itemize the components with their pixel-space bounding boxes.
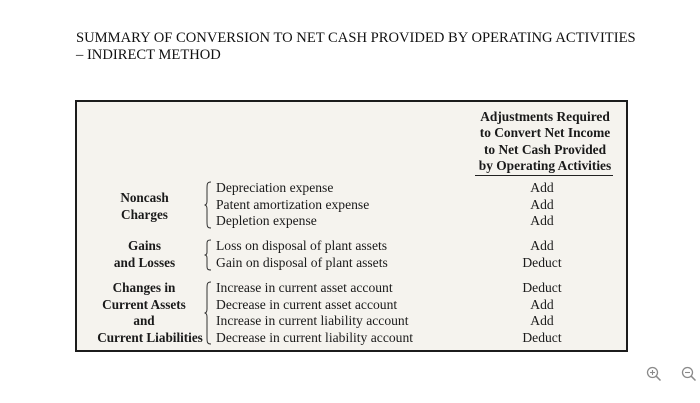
adjustment-value: Add bbox=[530, 313, 554, 329]
header-line: by Operating Activities bbox=[478, 157, 612, 173]
adjustment-list bbox=[497, 280, 587, 346]
list-item: Gain on disposal of plant assets bbox=[216, 254, 388, 270]
list-item: Patent amortization expense bbox=[216, 196, 370, 212]
list-item: Decrease in current asset account bbox=[216, 296, 398, 312]
group-label-line: Gains bbox=[128, 238, 161, 253]
group-label-line: and bbox=[133, 313, 155, 328]
zoom-in-icon[interactable] bbox=[645, 365, 663, 383]
adjustment-list bbox=[497, 238, 587, 271]
adjustment-value: Add bbox=[530, 180, 554, 195]
list-item: Decrease in current liability account bbox=[216, 329, 414, 345]
list-item: Increase in current liability account bbox=[216, 313, 409, 329]
brace-icon bbox=[204, 281, 212, 345]
group-label-line: Changes in bbox=[112, 280, 176, 295]
adjustment-value: Deduct bbox=[522, 280, 562, 295]
title-line-2: – INDIRECT METHOD bbox=[76, 47, 221, 63]
header-line: to Net Cash Provided bbox=[483, 141, 607, 157]
list-item: Depreciation expense bbox=[216, 180, 334, 195]
group-label bbox=[77, 238, 212, 271]
adjustment-value: Add bbox=[530, 296, 554, 312]
group-label-line: Current Assets bbox=[102, 296, 186, 312]
group-label-line: Charges bbox=[121, 206, 168, 222]
adjustment-list bbox=[497, 180, 587, 230]
page-title bbox=[76, 30, 656, 64]
list-item: Depletion expense bbox=[216, 213, 317, 229]
adjustments-column-header bbox=[477, 109, 613, 174]
zoom-out-icon[interactable] bbox=[680, 365, 698, 383]
brace-icon bbox=[204, 239, 212, 271]
adjustment-value: Add bbox=[530, 238, 554, 253]
header-line: Adjustments Required bbox=[480, 109, 610, 124]
item-list bbox=[216, 280, 476, 346]
item-list bbox=[216, 180, 476, 230]
adjustment-value: Add bbox=[530, 196, 554, 212]
header-line: to Convert Net Income bbox=[479, 125, 611, 141]
group-label-line: and Losses bbox=[113, 254, 176, 270]
list-item: Loss on disposal of plant assets bbox=[216, 238, 388, 253]
adjustment-value: Deduct bbox=[522, 254, 562, 270]
group-label-line: Noncash bbox=[120, 190, 169, 205]
summary-table bbox=[75, 100, 628, 352]
list-item: Increase in current asset account bbox=[216, 280, 393, 295]
group-label-line: Current Liabilities bbox=[97, 329, 203, 345]
adjustment-value: Add bbox=[530, 213, 554, 229]
header-underline bbox=[475, 175, 613, 176]
group-label bbox=[77, 190, 212, 223]
brace-icon bbox=[204, 181, 212, 229]
adjustment-value: Deduct bbox=[522, 329, 562, 345]
group-label bbox=[77, 280, 211, 346]
item-list bbox=[216, 238, 476, 271]
title-line-1: SUMMARY OF CONVERSION TO NET CASH PROVIDED BY OPERATING ACTIVITIES bbox=[76, 30, 636, 46]
